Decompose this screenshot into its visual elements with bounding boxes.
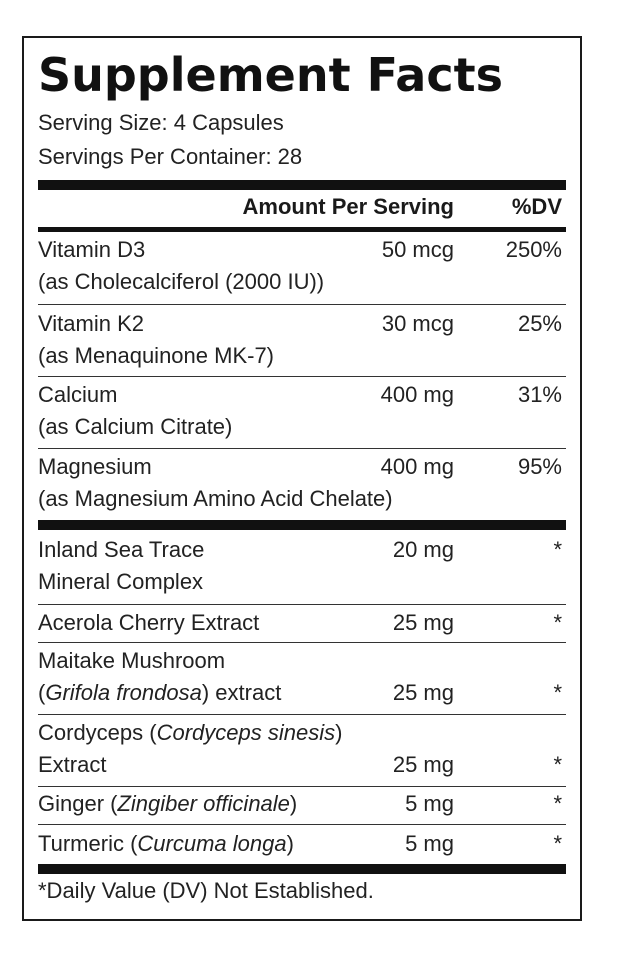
latin-name: Curcuma longa bbox=[137, 831, 287, 856]
nutrient-source: (as Magnesium Amino Acid Chelate) bbox=[38, 486, 393, 511]
nutrient-row-vitamin-k2 bbox=[38, 308, 566, 376]
nutrient-source: (as Cholecalciferol (2000 IU)) bbox=[38, 269, 325, 294]
ingredient-name-line2: Extract bbox=[38, 752, 107, 777]
ingredient-dv: * bbox=[553, 831, 562, 856]
ingredient-dv: * bbox=[553, 680, 562, 705]
panel-content bbox=[38, 38, 566, 919]
daily-value-footnote: *Daily Value (DV) Not Established. bbox=[38, 878, 374, 903]
nutrient-name: Vitamin D3 bbox=[38, 237, 146, 262]
row-divider bbox=[38, 448, 566, 449]
ingredient-dv: * bbox=[553, 537, 562, 562]
ingredient-name: Turmeric (Curcuma longa) bbox=[38, 831, 294, 856]
ingredient-dv: * bbox=[553, 610, 562, 635]
ingredient-row-maitake bbox=[38, 645, 566, 713]
thick-divider bbox=[38, 864, 566, 874]
ingredient-amount: 25 mg bbox=[392, 680, 454, 705]
ingredient-name-line2: (Grifola frondosa) extract bbox=[38, 680, 282, 705]
nutrient-dv: 95% bbox=[517, 454, 562, 479]
ingredient-row-cordyceps bbox=[38, 717, 566, 785]
nutrient-name: Magnesium bbox=[38, 454, 152, 479]
serving-size: Serving Size: 4 Capsules bbox=[38, 110, 284, 135]
ingredient-name: Maitake Mushroom bbox=[38, 648, 226, 673]
row-divider bbox=[38, 714, 566, 715]
thick-divider bbox=[38, 180, 566, 190]
nutrient-row-magnesium bbox=[38, 451, 566, 519]
ingredient-name-line2: Mineral Complex bbox=[38, 569, 204, 594]
header-divider bbox=[38, 227, 566, 232]
nutrient-name: Calcium bbox=[38, 382, 118, 407]
thick-divider bbox=[38, 520, 566, 530]
ingredient-dv: * bbox=[553, 791, 562, 816]
ingredient-amount: 25 mg bbox=[392, 610, 454, 635]
row-divider bbox=[38, 786, 566, 787]
row-divider bbox=[38, 642, 566, 643]
nutrient-amount: 400 mg bbox=[380, 454, 454, 479]
row-divider bbox=[38, 604, 566, 605]
nutrient-source: (as Menaquinone MK-7) bbox=[38, 343, 275, 368]
nutrient-row-calcium bbox=[38, 379, 566, 447]
amount-header: Amount Per Serving bbox=[242, 194, 454, 219]
latin-name: Grifola frondosa bbox=[45, 680, 202, 705]
ingredient-amount: 25 mg bbox=[392, 752, 454, 777]
ingredient-name: Cordyceps (Cordyceps sinesis) bbox=[38, 720, 343, 745]
latin-name: Cordyceps sinesis bbox=[156, 720, 336, 745]
nutrient-dv: 250% bbox=[505, 237, 562, 262]
nutrient-source: (as Calcium Citrate) bbox=[38, 414, 233, 439]
ingredient-row-turmeric bbox=[38, 828, 566, 864]
ingredient-dv: * bbox=[553, 752, 562, 777]
row-divider bbox=[38, 824, 566, 825]
row-divider bbox=[38, 376, 566, 377]
servings-per-container: Servings Per Container: 28 bbox=[38, 144, 303, 169]
supplement-facts-panel bbox=[22, 36, 582, 921]
latin-name: Zingiber officinale bbox=[117, 791, 290, 816]
row-divider bbox=[38, 304, 566, 305]
nutrient-dv: 25% bbox=[517, 311, 562, 336]
nutrient-amount: 50 mcg bbox=[381, 237, 454, 262]
nutrient-amount: 400 mg bbox=[380, 382, 454, 407]
panel-title: Supplement Facts bbox=[38, 48, 503, 102]
ingredient-amount: 5 mg bbox=[405, 831, 454, 856]
nutrient-dv: 31% bbox=[517, 382, 562, 407]
nutrient-name: Vitamin K2 bbox=[38, 311, 144, 336]
ingredient-amount: 5 mg bbox=[405, 791, 454, 816]
ingredient-amount: 20 mg bbox=[392, 537, 454, 562]
ingredient-name: Inland Sea Trace bbox=[38, 537, 205, 562]
nutrient-amount: 30 mcg bbox=[381, 311, 454, 336]
ingredient-row-inland-sea-trace bbox=[38, 534, 566, 602]
nutrient-row-vitamin-d3 bbox=[38, 234, 566, 302]
ingredient-row-acerola bbox=[38, 607, 566, 643]
ingredient-row-ginger bbox=[38, 788, 566, 824]
ingredient-name: Ginger (Zingiber officinale) bbox=[38, 791, 298, 816]
dv-header: %DV bbox=[511, 194, 562, 219]
column-header-row bbox=[38, 194, 566, 224]
ingredient-name: Acerola Cherry Extract bbox=[38, 610, 260, 635]
